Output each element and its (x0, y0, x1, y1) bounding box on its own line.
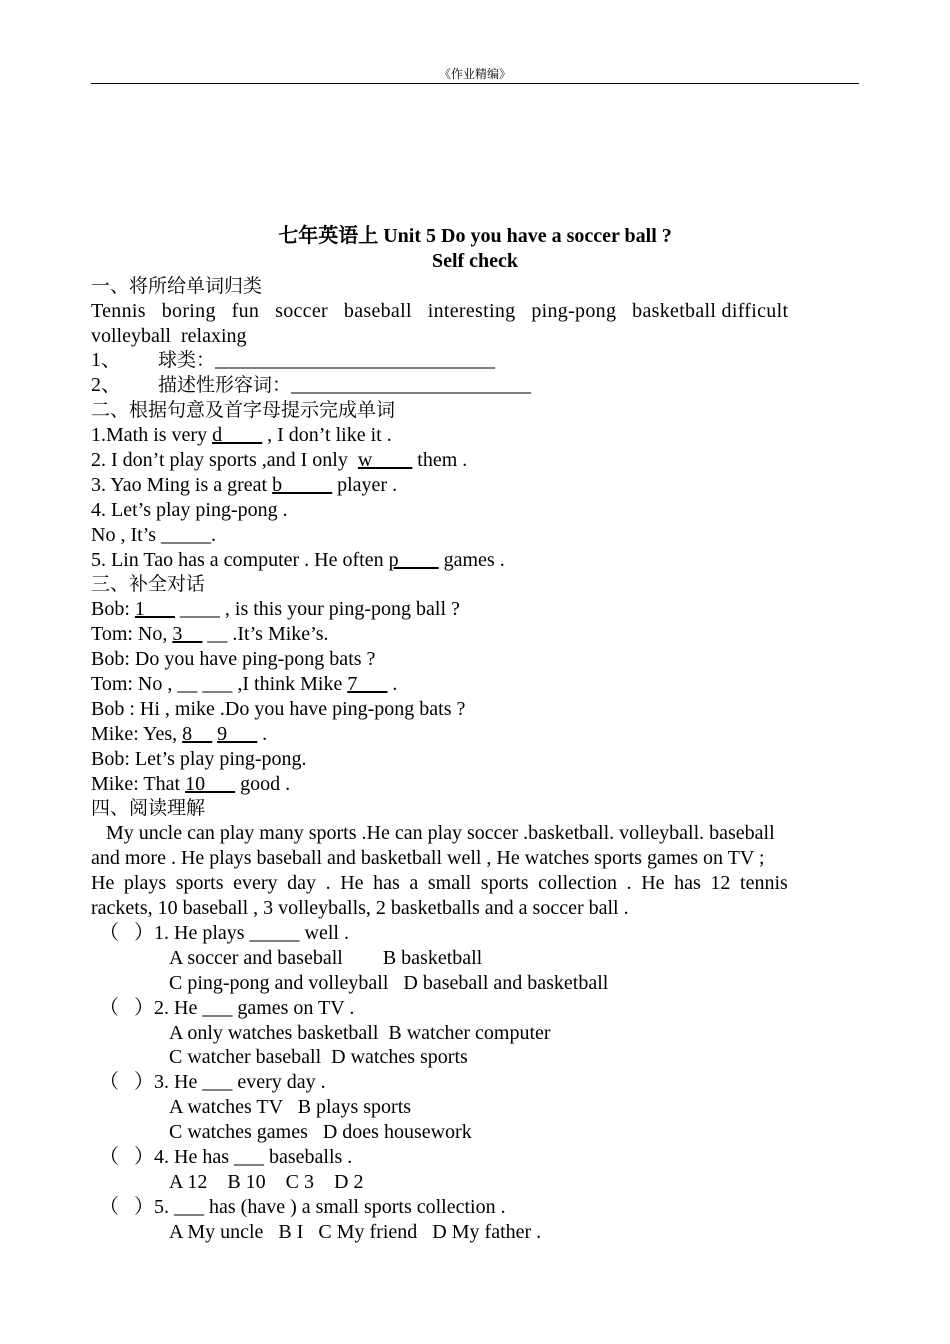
word-list-line2: volleyball relaxing (91, 324, 247, 347)
question-text: 3. Yao Ming is a great (91, 473, 273, 496)
dialog-text: Mike: Yes, (91, 722, 183, 745)
reading-question-5[interactable]: （ ）5. ___ has (have ) a small sports collection . (99, 1195, 506, 1218)
dialog-text: . (257, 722, 268, 745)
question-5 (91, 548, 859, 573)
answer-blank[interactable]: 10___ (185, 772, 236, 795)
answer-options: A only watches basketball B watcher computer (169, 1021, 551, 1044)
answer-blank[interactable]: p____ (388, 548, 439, 571)
question-3 (91, 473, 859, 498)
question-text: , I don’t like it . (262, 424, 392, 447)
question-text: 1.Math is very (91, 424, 213, 447)
question-4: 4. Let’s play ping-pong . (91, 498, 288, 521)
header-rule (91, 83, 859, 84)
answer-options: A 12 B 10 C 3 D 2 (169, 1170, 364, 1193)
dialog-line-5: Bob : Hi , mike .Do you have ping-pong bats ? (91, 697, 466, 720)
answer-blank[interactable]: b_____ (272, 473, 333, 496)
answer-blank[interactable]: 8__ (182, 722, 213, 745)
question-1 (91, 423, 859, 448)
dialog-text: . (387, 673, 398, 696)
question-text: them . (412, 449, 468, 472)
answer-blank[interactable]: 7___ (347, 673, 388, 696)
dialog-text: good . (235, 772, 291, 795)
passage-line: My uncle can play many sports .He can play soccer .basketball. volleyball. baseball (91, 822, 775, 845)
reading-question-3[interactable]: （ ）3. He ___ every day . (99, 1071, 326, 1094)
dialog-text: Tom: No , __ ___ ,I think Mike (91, 673, 348, 696)
answer-blank[interactable]: 1___ (134, 598, 175, 621)
dialog-line-3: Bob: Do you have ping-pong bats ? (91, 648, 376, 671)
classify-item-1 (91, 348, 859, 373)
word-list-line1 (91, 299, 859, 324)
worksheet-subtitle: Self check (431, 249, 519, 272)
question-text: player . (332, 473, 398, 496)
answer-blank[interactable]: d____ (212, 424, 263, 447)
reading-question-1[interactable]: （ ）1. He plays _____ well . (99, 921, 349, 944)
answer-blank[interactable]: w____ (357, 449, 413, 472)
answer-options: A My uncle B I C My friend D My father . (169, 1220, 542, 1243)
passage-line: He plays sports every day . He has a small sports collection . He has 12 tennis (91, 872, 788, 895)
dialog-line-2 (91, 622, 859, 647)
reading-question-2[interactable]: （ ）2. He ___ games on TV . (99, 996, 355, 1019)
section3-heading: 三、补全对话 (91, 573, 206, 596)
passage-line: and more . He plays baseball and basketball well , He watches sports games on TV ; (91, 847, 765, 870)
answer-blank[interactable]: 3__ (172, 623, 203, 646)
question-2 (91, 448, 859, 473)
question-text: games . (438, 548, 505, 571)
page-header: 《作业精编》 (438, 67, 511, 81)
question-4-reply[interactable]: No , It’s _____. (91, 523, 216, 546)
passage-line: rackets, 10 baseball , 3 volleyballs, 2 basketballs and a soccer ball . (91, 897, 629, 920)
section2-heading: 二、根据句意及首字母提示完成单词 (91, 399, 396, 422)
section1-heading: 一、将所给单词归类 (91, 274, 263, 297)
question-text: 2. I don’t play sports ,and I only (91, 449, 358, 472)
worksheet (91, 224, 859, 1245)
dialog-line-6 (91, 722, 859, 747)
worksheet-title: 七年英语上 Unit 5 Do you have a soccer ball ? (278, 225, 672, 247)
question-text: 5. Lin Tao has a computer . He often (91, 548, 389, 571)
dialog-text: Mike: That (91, 772, 186, 795)
answer-blank[interactable]: ____________________________ (215, 349, 496, 372)
item-number: 2、 (91, 374, 121, 397)
answer-options: C ping-pong and volleyball D baseball and basketball (169, 971, 609, 994)
dialog-line-4 (91, 672, 859, 697)
dialog-text: __ .It’s Mike’s. (202, 623, 329, 646)
answer-options: C watcher baseball D watches sports (169, 1046, 468, 1069)
item-label: 球类： (158, 349, 216, 372)
item-label: 描述性形容词： (158, 374, 292, 397)
classify-item-2 (91, 373, 859, 398)
answer-blank[interactable]: 9___ (217, 722, 258, 745)
dialog-text: Tom: No, (91, 623, 173, 646)
dialog-text: ____ , is this your ping-pong ball ? (174, 598, 460, 621)
answer-options: A watches TV B plays sports (169, 1096, 412, 1119)
dialog-line-8 (91, 772, 859, 797)
word-list-text: Tennis boring fun soccer baseball interesting ping-pong basketball difficult (91, 299, 789, 322)
dialog-line-1 (91, 597, 859, 622)
section4-heading: 四、阅读理解 (91, 797, 206, 820)
reading-question-4[interactable]: （ ）4. He has ___ baseballs . (99, 1145, 353, 1168)
answer-options: A soccer and baseball B basketball (169, 946, 483, 969)
dialog-line-7: Bob: Let’s play ping-pong. (91, 747, 307, 770)
dialog-text: Bob: (91, 598, 135, 621)
item-number: 1、 (91, 349, 121, 372)
answer-options: C watches games D does housework (169, 1121, 472, 1144)
answer-blank[interactable]: ________________________ (291, 374, 532, 397)
